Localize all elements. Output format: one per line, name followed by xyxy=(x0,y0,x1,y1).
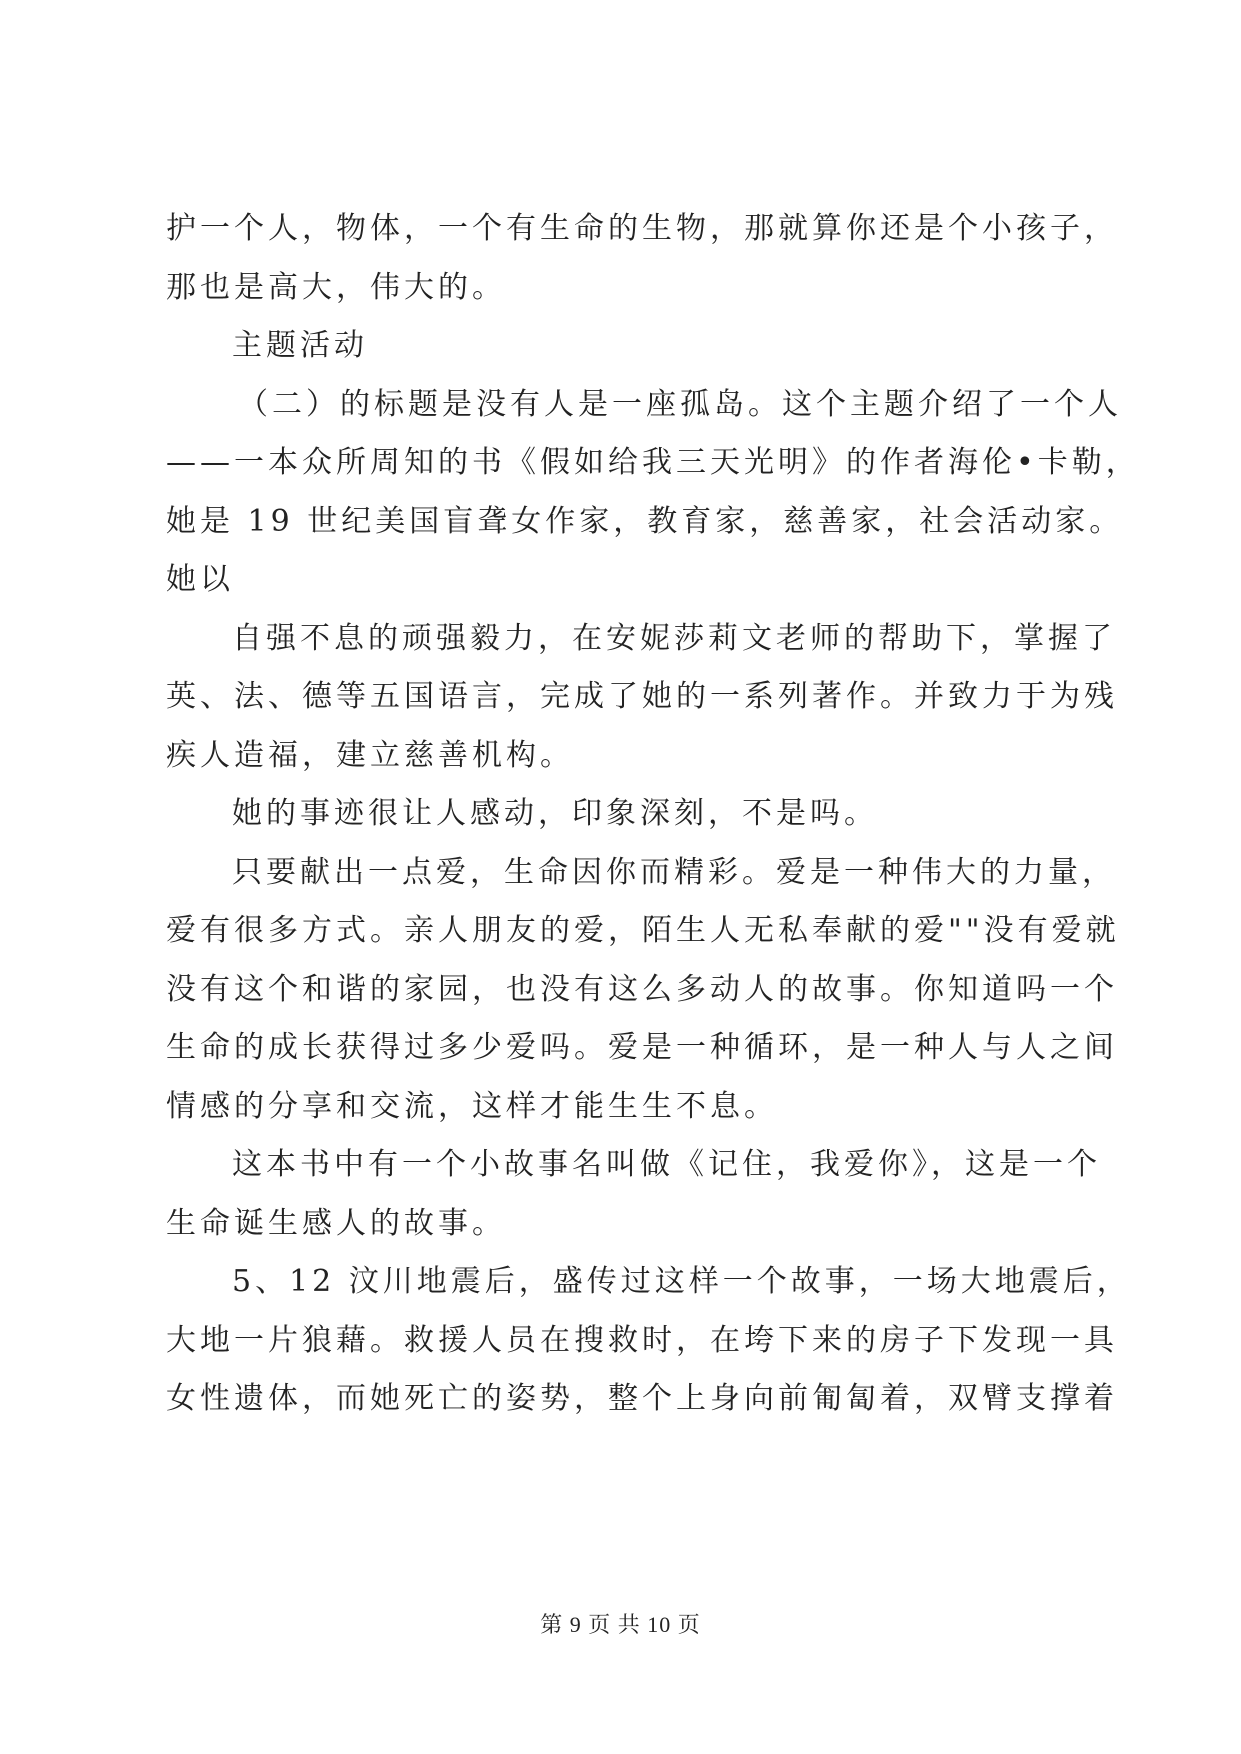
paragraph-start: 她的事迹很让人感动，印象深刻，不是吗。 xyxy=(232,796,878,831)
text-line: 护一个人，物体，一个有生命的生物，那就算你还是个小孩子， xyxy=(166,211,1118,246)
paragraph-start: 自强不息的顽强毅力，在安妮莎莉文老师的帮助下，掌握了 xyxy=(232,620,1116,656)
text-line: 大地一片狼藉。救援人员在搜救时，在垮下来的房子下发现一具 xyxy=(166,1322,1118,1358)
text-line: 没有这个和谐的家园，也没有这么多动人的故事。你知道吗一个 xyxy=(166,971,1118,1007)
text-line: 生命诞生感人的故事。 xyxy=(166,1205,506,1241)
text-line: 女性遗体，而她死亡的姿势，整个上身向前匍匐着，双臂支撑着 xyxy=(166,1381,1118,1416)
text-line: 她是 19 世纪美国盲聋女作家，教育家，慈善家，社会活动家。 xyxy=(166,503,1124,539)
text-line: 爱有很多方式。亲人朋友的爱，陌生人无私奉献的爱""没有爱就 xyxy=(166,913,1120,948)
text-line: 那也是高大，伟大的。 xyxy=(166,269,506,305)
paragraph-start: 这本书中有一个小故事名叫做《记住，我爱你》，这是一个 xyxy=(232,1147,1101,1182)
text-line: ——一本众所周知的书《假如给我三天光明》的作者海伦•卡勒， xyxy=(166,445,1140,480)
text-line: 英、法、德等五国语言，完成了她的一系列著作。并致力于为残 xyxy=(166,679,1118,714)
paragraph-start: 5、12 汶川地震后，盛传过这样一个故事，一场大地震后， xyxy=(232,1264,1131,1299)
text-line: 情感的分享和交流，这样才能生生不息。 xyxy=(166,1088,778,1124)
page-number-footer: 第 9 页 共 10 页 xyxy=(540,1612,701,1637)
paragraph-start: 只要献出一点爱，生命因你而精彩。爱是一种伟大的力量， xyxy=(232,854,1116,890)
document-body xyxy=(166,200,1140,1429)
paragraph-start: （二）的标题是没有人是一座孤岛。这个主题介绍了一个人 xyxy=(238,386,1122,422)
text-line: 生命的成长获得过多少爱吗。爱是一种循环，是一种人与人之间 xyxy=(166,1030,1118,1065)
section-heading: 主题活动 xyxy=(232,328,368,363)
text-line: 疾人造福，建立慈善机构。 xyxy=(166,737,574,773)
text-line: 她以 xyxy=(166,562,234,597)
